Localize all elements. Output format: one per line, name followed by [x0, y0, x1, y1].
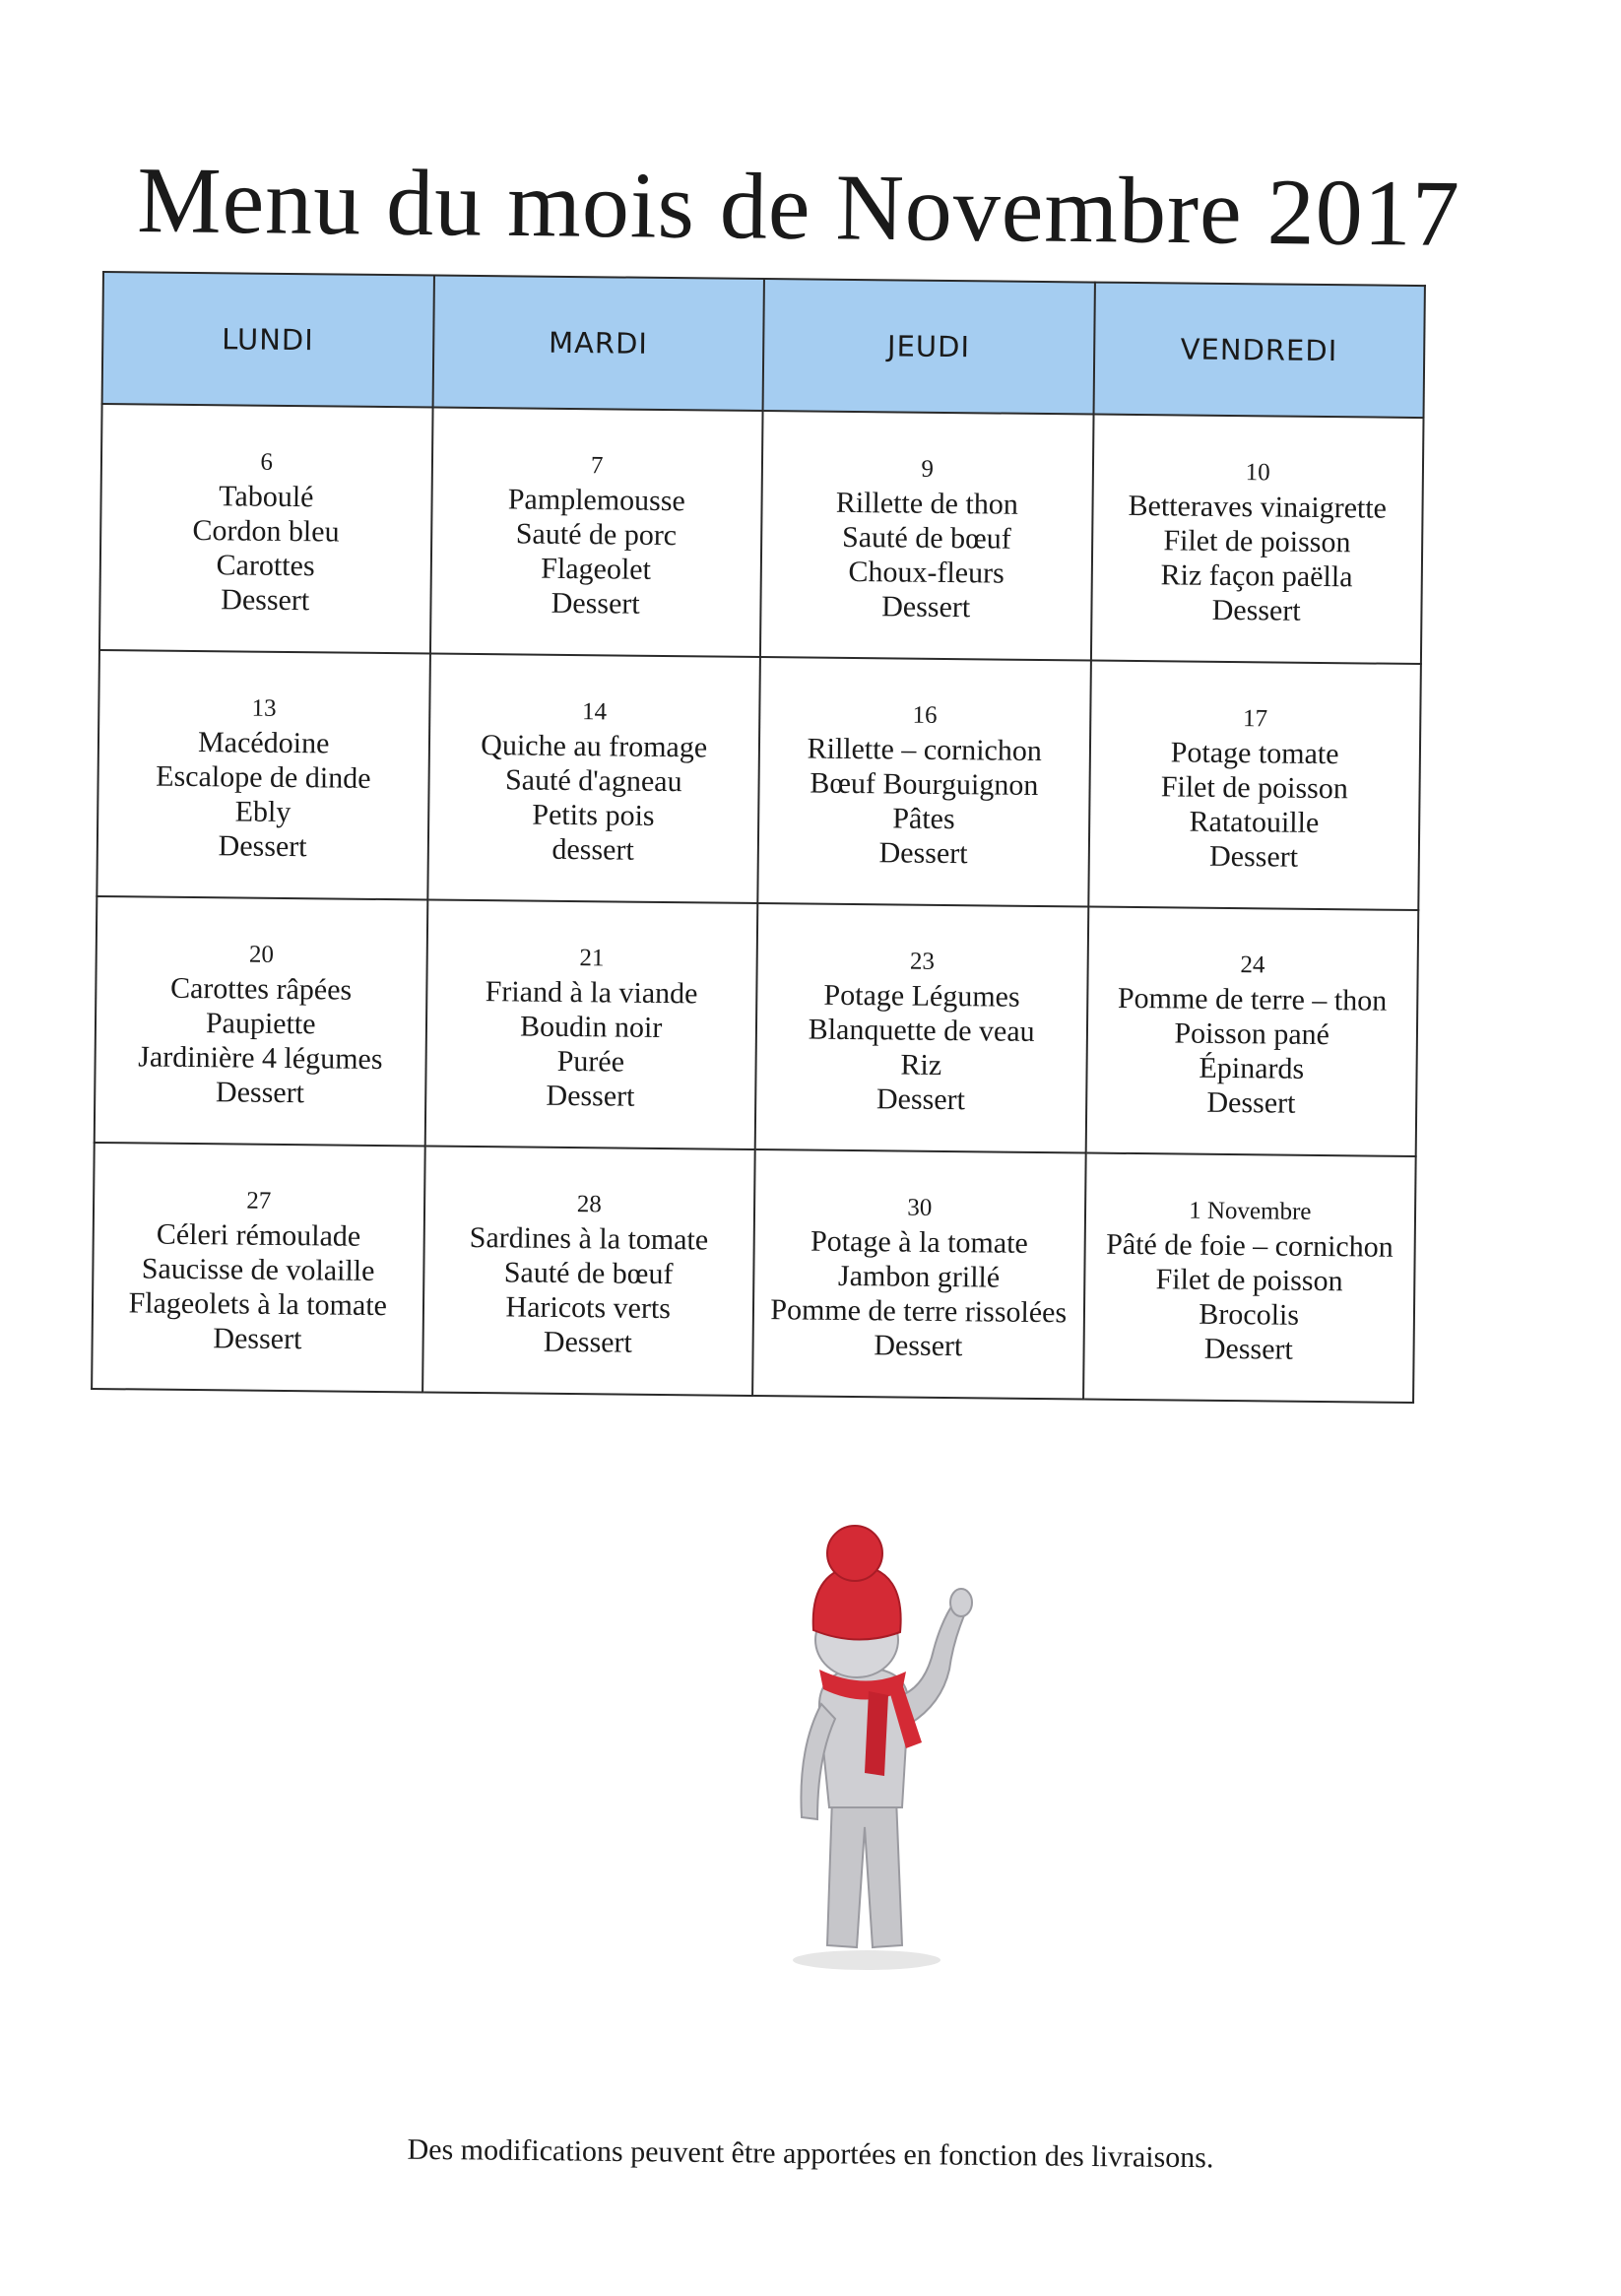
menu-item: Dessert — [543, 1325, 633, 1359]
figure-hat-pompom — [827, 1526, 882, 1581]
menu-item: Sauté de porc — [515, 517, 678, 553]
menu-date: 20 — [248, 941, 275, 968]
menu-item: Dessert — [874, 1329, 963, 1363]
menu-item: Jardinière 4 légumes — [138, 1040, 383, 1077]
menu-item: Betteraves vinaigrette — [1128, 489, 1388, 525]
menu-item: Escalope de dinde — [156, 759, 371, 795]
menu-date: 13 — [251, 694, 277, 722]
week-row — [99, 404, 1424, 664]
menu-item: Dessert — [878, 836, 968, 871]
menu-item: Taboulé — [219, 480, 314, 514]
menu-item: Rillette – cornichon — [807, 732, 1043, 768]
menu-cell — [755, 903, 1088, 1152]
menu-cell — [757, 657, 1090, 906]
winter-figure-illustration — [758, 1522, 975, 1975]
menu-cell — [1083, 1153, 1416, 1403]
menu-item: Jambon grillé — [837, 1259, 1001, 1294]
menu-date: 1 Novembre — [1189, 1197, 1312, 1225]
menu-item: Sardines à la tomate — [469, 1220, 709, 1257]
menu-date: 30 — [907, 1194, 933, 1221]
day-header-vendredi: VENDREDI — [1093, 283, 1425, 419]
figure-scarf-tail — [865, 1691, 888, 1776]
menu-item: Pamplemousse — [507, 483, 686, 518]
day-header-row — [102, 272, 1425, 418]
menu-item: Saucisse de volaille — [141, 1252, 375, 1287]
menu-date: 28 — [576, 1191, 602, 1218]
menu-item: Carottes râpées — [169, 971, 353, 1007]
menu-item: Ratatouille — [1189, 805, 1320, 839]
figure-shadow — [793, 1950, 940, 1970]
menu-cell — [1090, 415, 1423, 664]
menu-item: Dessert — [1206, 1085, 1296, 1120]
menu-date: 14 — [581, 698, 608, 726]
menu-item: Dessert — [218, 829, 307, 864]
week-row — [95, 896, 1419, 1156]
menu-item: dessert — [551, 832, 634, 867]
menu-item: Boudin noir — [519, 1010, 663, 1044]
menu-item: Filet de poisson — [1155, 1263, 1343, 1298]
menu-item: Dessert — [551, 586, 640, 621]
menu-item: Dessert — [1211, 593, 1301, 627]
day-header-mardi: MARDI — [432, 276, 764, 412]
menu-item: Paupiette — [205, 1007, 316, 1041]
menu-cell — [429, 408, 762, 657]
menu-item: Bœuf Bourguignon — [810, 766, 1039, 802]
menu-cell — [95, 896, 427, 1146]
menu-item: Dessert — [1208, 839, 1299, 874]
day-header-jeudi: JEUDI — [763, 279, 1095, 415]
menu-item: Pomme de terre rissolées — [770, 1293, 1068, 1330]
menu-cell — [760, 411, 1093, 660]
menu-date: 24 — [1240, 951, 1265, 979]
figure-right-arm — [904, 1601, 967, 1724]
menu-date: 9 — [921, 455, 935, 483]
menu-item: Céleri rémoulade — [156, 1217, 361, 1253]
menu-item: Flageolets à la tomate — [128, 1286, 388, 1323]
menu-item: Potage Légumes — [823, 978, 1020, 1014]
menu-item: Dessert — [546, 1079, 635, 1113]
menu-item: Flageolet — [541, 552, 652, 586]
menu-item: Sauté de bœuf — [841, 520, 1011, 556]
menu-date: 6 — [260, 448, 274, 476]
menu-item: Blanquette de veau — [808, 1013, 1035, 1048]
menu-item: Pâtes — [892, 802, 955, 836]
menu-item: Pomme de terre – thon — [1117, 981, 1388, 1017]
menu-date: 10 — [1245, 459, 1270, 487]
menu-item: Petits pois — [532, 798, 655, 832]
menu-item: Riz — [900, 1048, 942, 1082]
menu-item: Sauté de bœuf — [503, 1256, 674, 1291]
menu-date: 16 — [912, 701, 938, 729]
figure-legs — [827, 1798, 902, 1947]
day-header-lundi: LUNDI — [102, 272, 434, 408]
menu-item: Quiche au fromage — [481, 729, 708, 764]
figure-hand — [950, 1589, 972, 1616]
menu-item: Épinards — [1199, 1051, 1305, 1085]
menu-item: Potage tomate — [1170, 736, 1339, 771]
menu-date: 7 — [590, 452, 604, 480]
menu-item: Filet de poisson — [1163, 524, 1351, 559]
menu-item: Macédoine — [197, 726, 330, 760]
menu-item: Purée — [556, 1044, 625, 1079]
menu-table — [91, 271, 1426, 1404]
menu-date: 27 — [246, 1187, 272, 1214]
menu-cell — [752, 1149, 1085, 1399]
menu-item: Dessert — [213, 1322, 302, 1356]
menu-date: 17 — [1242, 705, 1268, 733]
menu-cell — [1085, 907, 1418, 1156]
menu-item: Cordon bleu — [192, 513, 340, 549]
menu-date: 21 — [579, 945, 605, 972]
week-row — [92, 1143, 1416, 1403]
menu-item: Poisson pané — [1174, 1017, 1330, 1052]
menu-cell — [1088, 661, 1421, 910]
menu-cell — [427, 654, 760, 903]
menu-item: Choux-fleurs — [848, 555, 1005, 590]
menu-item: Friand à la viande — [485, 975, 698, 1011]
menu-item: Dessert — [221, 583, 310, 618]
menu-date: 23 — [909, 948, 936, 975]
page-title: Menu du mois de Novembre 2017 — [136, 147, 1461, 267]
menu-item: Ebly — [234, 795, 292, 829]
menu-item: Dessert — [881, 590, 971, 624]
menu-item: Dessert — [875, 1082, 966, 1117]
menu-item: Riz façon paëlla — [1160, 558, 1353, 594]
menu-cell — [424, 899, 757, 1148]
menu-item: Haricots verts — [505, 1290, 672, 1326]
menu-item: Pâté de foie – cornichon — [1106, 1227, 1394, 1264]
menu-item: Carottes — [216, 549, 315, 583]
week-row — [97, 650, 1421, 910]
menu-cell — [99, 404, 432, 653]
menu-item: Dessert — [215, 1076, 305, 1110]
menu-item: Sauté d'agneau — [504, 763, 682, 799]
menu-item: Rillette de thon — [835, 486, 1018, 521]
menu-cell — [422, 1146, 755, 1395]
menu-item: Filet de poisson — [1160, 770, 1348, 806]
menu-item: Potage à la tomate — [810, 1224, 1029, 1260]
footer-note: Des modifications peuvent être apportées en fonction des livraisons. — [407, 2132, 1214, 2175]
menu-item: Brocolis — [1199, 1297, 1300, 1332]
menu-item: Dessert — [1203, 1332, 1294, 1366]
menu-cell — [97, 650, 429, 899]
menu-cell — [92, 1143, 424, 1392]
